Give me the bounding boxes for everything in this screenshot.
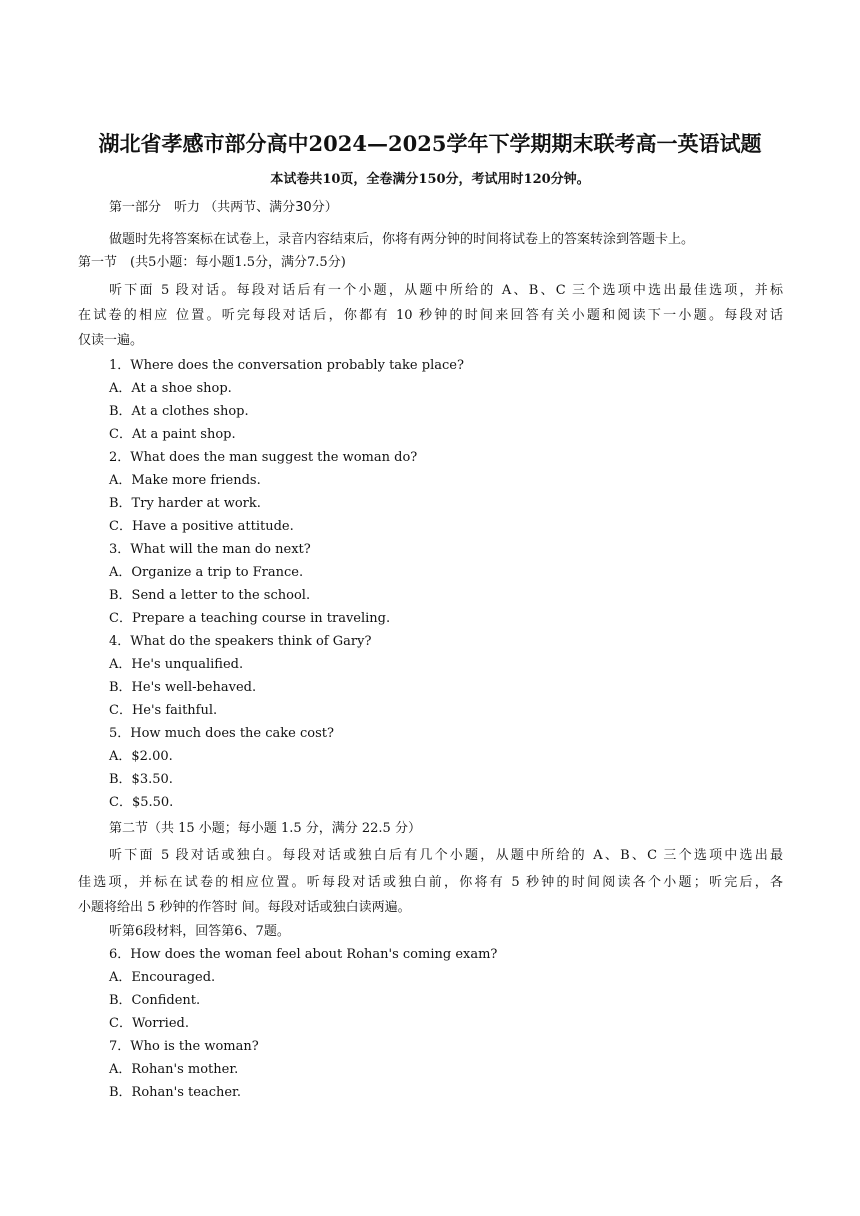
part1-heading-text: 第一部分 听力: [109, 200, 201, 215]
question-6-option-c: C．Worried.: [109, 1016, 189, 1031]
section1-instruction-line3: 仅读一遍。: [78, 333, 144, 348]
page-title: 湖北省孝感市部分高中2024—2025学年下学期期末联考高一英语试题: [98, 131, 762, 156]
question-3-option-c: C．Prepare a teaching course in traveling.: [109, 611, 391, 626]
question-2-option-c: C．Have a positive attitude.: [109, 519, 294, 534]
question-3-option-b: B．Send a letter to the school.: [109, 588, 311, 603]
section2-heading: 第二节（共 15 小题；每小题 1.5 分，满分 22.5 分）: [109, 821, 421, 836]
question-6-option-a: A．Encouraged.: [109, 970, 216, 985]
question-4-option-b: B．He's well-behaved.: [109, 680, 257, 695]
question-5-option-c: C．$5.50.: [109, 795, 174, 810]
question-5-option-b: B．$3.50.: [109, 772, 173, 787]
part1-heading: [109, 198, 338, 218]
question-3-option-a: A．Organize a trip to France.: [109, 565, 304, 580]
question-1-option-b: B．At a clothes shop.: [109, 404, 249, 419]
section2-instruction-line2: 佳选项，并标在试卷的相应位置。听每段对话或独白前，你将有 5 秒钟的时间阅读各个小题；听完后，各: [78, 875, 783, 890]
question-7: 7．Who is the woman?: [109, 1039, 259, 1054]
question-6-option-b: B．Confident.: [109, 993, 201, 1008]
question-6: 6．How does the woman feel about Rohan's coming exam?: [109, 947, 498, 962]
exam-info: 本试卷共10页，全卷满分150分，考试用时120分钟。: [270, 172, 590, 187]
question-7-option-a: A．Rohan's mother.: [109, 1062, 239, 1077]
question-4: 4．What do the speakers think of Gary?: [109, 634, 372, 649]
section1-instruction-line1: 听下面 5 段对话。每段对话后有一个小题，从题中所给的 A、B、C 三个选项中选出最佳选项，并标: [109, 283, 783, 298]
question-1-option-a: A．At a shoe shop.: [109, 381, 232, 396]
part1-instruction: 做题时先将答案标在试卷上，录音内容结束后，你将有两分钟的时间将试卷上的答案转涂到答题卡上。: [109, 232, 695, 247]
question-3: 3．What will the man do next?: [109, 542, 311, 557]
question-4-option-a: A．He's unqualified.: [109, 657, 244, 672]
question-5-option-a: A．$2.00.: [109, 749, 173, 764]
question-2: 2．What does the man suggest the woman do?: [109, 450, 418, 465]
question-7-option-b: B．Rohan's teacher.: [109, 1085, 241, 1100]
question-1-option-c: C．At a paint shop.: [109, 427, 236, 442]
section2-instruction-line3: 小题将给出 5 秒钟的作答时 间。每段对话或独白读两遍。: [78, 900, 411, 915]
question-5: 5．How much does the cake cost?: [109, 726, 334, 741]
question-1: 1．Where does the conversation probably take place?: [109, 358, 464, 373]
section2-instruction-line1: 听下面 5 段对话或独白。每段对话或独白后有几个小题，从题中所给的 A、B、C 三个选项中选出最: [109, 848, 783, 863]
section1-instruction-line2: 在试卷的相应 位置。听完每段对话后，你都有 10 秒钟的时间来回答有关小题和阅读下一小题。每段对话: [78, 308, 783, 323]
question-4-option-c: C．He's faithful.: [109, 703, 218, 718]
part1-score-note: （共两节、满分30分）: [204, 200, 338, 215]
material-6-note: 听第6段材料，回答第6、7题。: [109, 924, 290, 939]
question-2-option-a: A．Make more friends.: [109, 473, 261, 488]
section1-heading: 第一节 (共5小题：每小题1.5分，满分7.5分): [78, 255, 346, 270]
question-2-option-b: B．Try harder at work.: [109, 496, 261, 511]
